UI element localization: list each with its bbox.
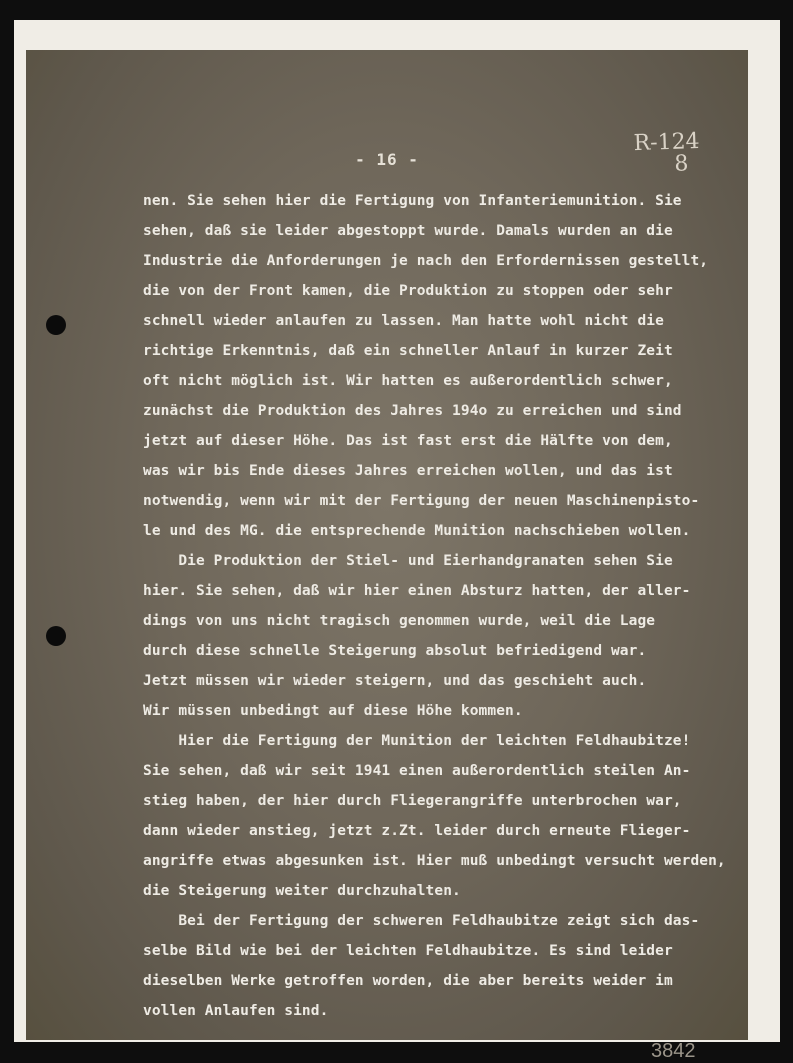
- text-line: schnell wieder anlaufen zu lassen. Man hatte wohl nicht die: [143, 313, 664, 329]
- text-line: Hier die Fertigung der Munition der leichten Feldhaubitze!: [143, 733, 691, 749]
- archive-mark-line2: 8: [673, 151, 689, 177]
- text-line: Wir müssen unbedingt auf diese Höhe kommen.: [143, 703, 523, 719]
- archive-mark-line1: R-124: [633, 128, 701, 157]
- text-line: le und des MG. die entsprechende Munition nachschieben wollen.: [143, 523, 691, 539]
- text-line: durch diese schnelle Steigerung absolut befriedigend war.: [143, 643, 647, 659]
- body-text: [143, 186, 733, 1026]
- text-line: dings von uns nicht tragisch genommen wurde, weil die Lage: [143, 613, 656, 629]
- text-line: was wir bis Ende dieses Jahres erreichen wollen, und das ist: [143, 463, 673, 479]
- text-line: jetzt auf dieser Höhe. Das ist fast erst die Hälfte von dem,: [143, 433, 673, 449]
- text-line: die von der Front kamen, die Produktion zu stoppen oder sehr: [143, 283, 673, 299]
- text-line: zunächst die Produktion des Jahres 194o zu erreichen und sind: [143, 403, 682, 419]
- archive-mark: [633, 128, 701, 177]
- text-line: stieg haben, der hier durch Fliegerangriffe unterbrochen war,: [143, 793, 682, 809]
- text-line: nen. Sie sehen hier die Fertigung von Infanteriemunition. Sie: [143, 193, 682, 209]
- text-line: dann wieder anstieg, jetzt z.Zt. leider durch erneute Flieger-: [143, 823, 691, 839]
- text-line: Jetzt müssen wir wieder steigern, und das geschieht auch.: [143, 673, 647, 689]
- text-line: Bei der Fertigung der schweren Feldhaubitze zeigt sich das-: [143, 913, 700, 929]
- text-line: Die Produktion der Stiel- und Eierhandgranaten sehen Sie: [143, 553, 673, 569]
- text-line: sehen, daß sie leider abgestoppt wurde. Damals wurden an die: [143, 223, 673, 239]
- text-line: richtige Erkenntnis, daß ein schneller Anlauf in kurzer Zeit: [143, 343, 673, 359]
- text-line: dieselben Werke getroffen worden, die aber bereits weider im: [143, 973, 673, 989]
- text-line: hier. Sie sehen, daß wir hier einen Absturz hatten, der aller-: [143, 583, 691, 599]
- page-number: - 16 -: [355, 150, 419, 169]
- punch-hole-bottom: [46, 626, 66, 646]
- text-line: die Steigerung weiter durchzuhalten.: [143, 883, 461, 899]
- text-line: Sie sehen, daß wir seit 1941 einen außerordentlich steilen An-: [143, 763, 691, 779]
- stamp-number: 3842: [651, 1040, 696, 1062]
- text-line: angriffe etwas abgesunken ist. Hier muß unbedingt versucht werden,: [143, 853, 726, 869]
- text-line: Industrie die Anforderungen je nach den Erfordernissen gestellt,: [143, 253, 709, 269]
- punch-hole-top: [46, 315, 66, 335]
- text-line: vollen Anlaufen sind.: [143, 1003, 329, 1019]
- text-line: oft nicht möglich ist. Wir hatten es außerordentlich schwer,: [143, 373, 673, 389]
- text-line: selbe Bild wie bei der leichten Feldhaubitze. Es sind leider: [143, 943, 673, 959]
- text-line: notwendig, wenn wir mit der Fertigung der neuen Maschinenpisto-: [143, 493, 700, 509]
